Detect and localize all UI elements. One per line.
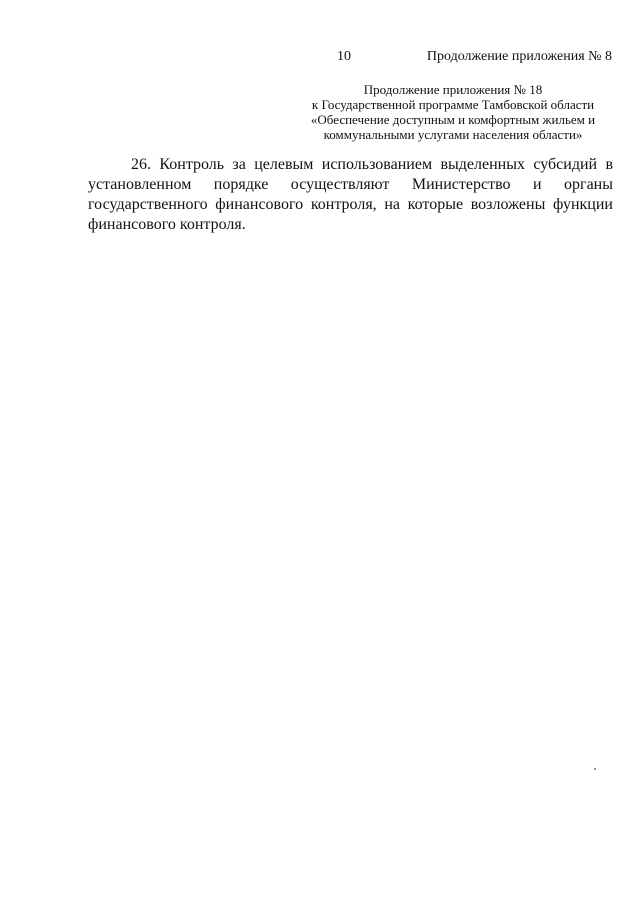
scan-speck [594,768,596,770]
appendix-header-line-3: «Обеспечение доступным и комфортным жильем и [310,112,596,127]
top-continuation-label: Продолжение приложения № 8 [426,49,612,64]
paragraph-number: 26. [131,156,151,173]
paragraph-26 [88,155,613,235]
document-body [88,155,613,235]
appendix-header [293,82,613,142]
appendix-header-line-2: к Государственной программе Тамбовской области [311,97,595,112]
appendix-header-line-1: Продолжение приложения № 18 [363,82,543,97]
paragraph-text: Контроль за целевым использованием выделенных субсидий в установленном порядке осуществляют Министерство и органы государственного финансового контроля, на которые возложены функции финансового контроля. [88,156,614,233]
page-number: 10 [337,49,351,64]
appendix-header-line-4: коммунальными услугами населения области» [323,127,583,142]
